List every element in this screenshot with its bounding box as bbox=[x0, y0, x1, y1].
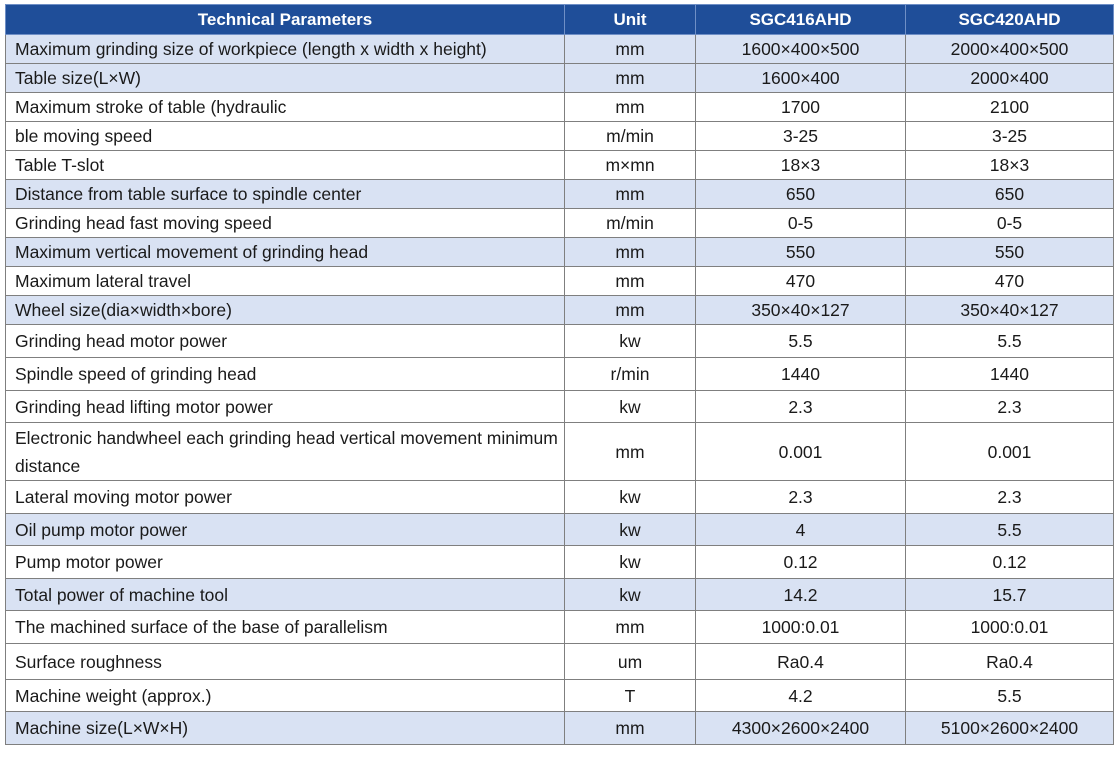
unit-cell: mm bbox=[565, 64, 696, 93]
param-cell: Electronic handwheel each grinding head vertical movement minimum distance bbox=[6, 423, 565, 481]
param-cell: Oil pump motor power bbox=[6, 514, 565, 546]
sgc416-value: 1600×400×500 bbox=[696, 35, 906, 64]
unit-cell: m/min bbox=[565, 122, 696, 151]
sgc416-value: 4.2 bbox=[696, 680, 906, 712]
param-cell: Machine size(L×W×H) bbox=[6, 712, 565, 745]
sgc416-value: 18×3 bbox=[696, 151, 906, 180]
sgc416-value: 350×40×127 bbox=[696, 296, 906, 325]
table-row bbox=[6, 611, 1114, 644]
sgc416-value: 0-5 bbox=[696, 209, 906, 238]
table-row bbox=[6, 391, 1114, 423]
param-cell: Grinding head motor power bbox=[6, 325, 565, 358]
sgc420-value: 5.5 bbox=[906, 325, 1114, 358]
sgc416-value: 2.3 bbox=[696, 481, 906, 514]
header-sgc416ahd: SGC416AHD bbox=[696, 5, 906, 35]
sgc416-value: 3-25 bbox=[696, 122, 906, 151]
sgc416-value: 4 bbox=[696, 514, 906, 546]
sgc420-value: 1440 bbox=[906, 358, 1114, 391]
table-row bbox=[6, 64, 1114, 93]
sgc420-value: 650 bbox=[906, 180, 1114, 209]
sgc420-value: 18×3 bbox=[906, 151, 1114, 180]
sgc420-value: 0-5 bbox=[906, 209, 1114, 238]
unit-cell: mm bbox=[565, 423, 696, 481]
sgc420-value: 350×40×127 bbox=[906, 296, 1114, 325]
table-row bbox=[6, 209, 1114, 238]
param-cell: Table T-slot bbox=[6, 151, 565, 180]
unit-cell: kw bbox=[565, 546, 696, 579]
table-row bbox=[6, 267, 1114, 296]
table-row bbox=[6, 514, 1114, 546]
sgc420-value: 2000×400×500 bbox=[906, 35, 1114, 64]
unit-cell: mm bbox=[565, 35, 696, 64]
sgc420-value: 470 bbox=[906, 267, 1114, 296]
table-row bbox=[6, 325, 1114, 358]
param-cell: Total power of machine tool bbox=[6, 579, 565, 611]
param-cell: The machined surface of the base of parallelism bbox=[6, 611, 565, 644]
sgc416-value: 0.12 bbox=[696, 546, 906, 579]
sgc420-value: 550 bbox=[906, 238, 1114, 267]
sgc420-value: 15.7 bbox=[906, 579, 1114, 611]
sgc420-value: 5.5 bbox=[906, 680, 1114, 712]
table-row bbox=[6, 680, 1114, 712]
unit-cell: r/min bbox=[565, 358, 696, 391]
param-cell: Pump motor power bbox=[6, 546, 565, 579]
param-cell: Maximum stroke of table (hydraulic bbox=[6, 93, 565, 122]
table-row bbox=[6, 481, 1114, 514]
sgc416-value: 1600×400 bbox=[696, 64, 906, 93]
param-cell: Grinding head fast moving speed bbox=[6, 209, 565, 238]
table-header-row bbox=[6, 5, 1114, 35]
unit-cell: m×mn bbox=[565, 151, 696, 180]
table-row bbox=[6, 93, 1114, 122]
table-row bbox=[6, 423, 1114, 481]
sgc416-value: 650 bbox=[696, 180, 906, 209]
param-cell: Spindle speed of grinding head bbox=[6, 358, 565, 391]
sgc420-value: 0.001 bbox=[906, 423, 1114, 481]
param-cell: Wheel size(dia×width×bore) bbox=[6, 296, 565, 325]
param-cell: Lateral moving motor power bbox=[6, 481, 565, 514]
sgc416-value: 1700 bbox=[696, 93, 906, 122]
technical-parameters-table bbox=[5, 4, 1114, 745]
sgc420-value: 2.3 bbox=[906, 391, 1114, 423]
param-cell: Distance from table surface to spindle center bbox=[6, 180, 565, 209]
sgc420-value: 2100 bbox=[906, 93, 1114, 122]
table-row bbox=[6, 180, 1114, 209]
sgc420-value: 5100×2600×2400 bbox=[906, 712, 1114, 745]
unit-cell: mm bbox=[565, 238, 696, 267]
unit-cell: mm bbox=[565, 712, 696, 745]
header-unit: Unit bbox=[565, 5, 696, 35]
header-sgc420ahd: SGC420AHD bbox=[906, 5, 1114, 35]
param-cell: Table size(L×W) bbox=[6, 64, 565, 93]
sgc416-value: 4300×2600×2400 bbox=[696, 712, 906, 745]
sgc420-value: 2.3 bbox=[906, 481, 1114, 514]
sgc416-value: 1440 bbox=[696, 358, 906, 391]
unit-cell: kw bbox=[565, 391, 696, 423]
table-row bbox=[6, 238, 1114, 267]
sgc416-value: 2.3 bbox=[696, 391, 906, 423]
param-cell: Maximum grinding size of workpiece (length x width x height) bbox=[6, 35, 565, 64]
unit-cell: mm bbox=[565, 180, 696, 209]
unit-cell: m/min bbox=[565, 209, 696, 238]
sgc416-value: 1000:0.01 bbox=[696, 611, 906, 644]
table-row bbox=[6, 151, 1114, 180]
unit-cell: mm bbox=[565, 267, 696, 296]
param-cell: Maximum vertical movement of grinding head bbox=[6, 238, 565, 267]
table-row bbox=[6, 579, 1114, 611]
sgc416-value: 470 bbox=[696, 267, 906, 296]
table-row bbox=[6, 122, 1114, 151]
table-row bbox=[6, 712, 1114, 745]
sgc416-value: 5.5 bbox=[696, 325, 906, 358]
sgc416-value: 14.2 bbox=[696, 579, 906, 611]
param-cell: Maximum lateral travel bbox=[6, 267, 565, 296]
table-row bbox=[6, 35, 1114, 64]
sgc416-value: Ra0.4 bbox=[696, 644, 906, 680]
sgc420-value: 3-25 bbox=[906, 122, 1114, 151]
unit-cell: kw bbox=[565, 579, 696, 611]
table-row bbox=[6, 296, 1114, 325]
unit-cell: kw bbox=[565, 514, 696, 546]
header-technical-parameters: Technical Parameters bbox=[6, 5, 565, 35]
sgc420-value: 5.5 bbox=[906, 514, 1114, 546]
unit-cell: T bbox=[565, 680, 696, 712]
table-row bbox=[6, 644, 1114, 680]
param-cell: Grinding head lifting motor power bbox=[6, 391, 565, 423]
unit-cell: kw bbox=[565, 325, 696, 358]
param-cell: Surface roughness bbox=[6, 644, 565, 680]
sgc416-value: 0.001 bbox=[696, 423, 906, 481]
sgc416-value: 550 bbox=[696, 238, 906, 267]
param-cell: Machine weight (approx.) bbox=[6, 680, 565, 712]
unit-cell: mm bbox=[565, 93, 696, 122]
table-row bbox=[6, 358, 1114, 391]
unit-cell: um bbox=[565, 644, 696, 680]
table-row bbox=[6, 546, 1114, 579]
sgc420-value: 2000×400 bbox=[906, 64, 1114, 93]
param-cell: ble moving speed bbox=[6, 122, 565, 151]
unit-cell: mm bbox=[565, 611, 696, 644]
unit-cell: mm bbox=[565, 296, 696, 325]
sgc420-value: Ra0.4 bbox=[906, 644, 1114, 680]
unit-cell: kw bbox=[565, 481, 696, 514]
sgc420-value: 0.12 bbox=[906, 546, 1114, 579]
sgc420-value: 1000:0.01 bbox=[906, 611, 1114, 644]
